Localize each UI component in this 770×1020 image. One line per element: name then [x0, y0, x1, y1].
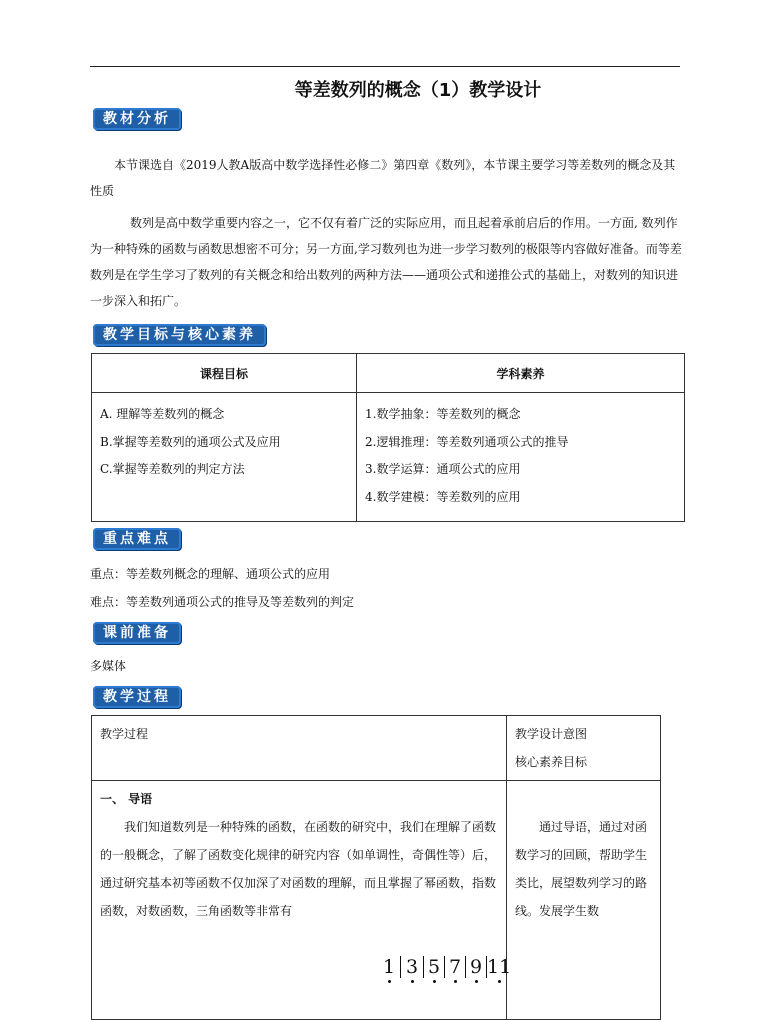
process-header: 教学过程 [92, 716, 507, 781]
literacy-3: 3.数学运算：通项公式的应用 [365, 462, 521, 476]
difficult-point-text: 难点：等差数列通项公式的推导及等差数列的判定 [90, 595, 355, 609]
analysis-paragraph-2: 数列是高中数学重要内容之一，它不仅有着广泛的实际应用，而且起着承前启后的作用。一方面, 数列作为一种特殊的函数与函数思想密不可分；另一方面,学习数列也为进一步学习数列的极限等内容做好准备。而等差数列是在学生学习了数列的有关概念和给出数列的两种方法——通项公式和递推公式的基础上，对数列的知识进一步深入和拓广。 [90, 216, 682, 308]
section-badge-key-points: 重点难点 [93, 528, 181, 550]
sequence-term-4: 7 [444, 956, 465, 978]
literacy-4: 4.数学建模：等差数列的应用 [365, 489, 521, 504]
goals-table [91, 353, 685, 522]
goals-header-course: 课程目标 [92, 354, 357, 393]
header-rule [90, 66, 680, 67]
intent-text: 通过导语，通过对函数学习的回顾，帮助学生类比，展望数列学习的路线。发展学生数 [515, 820, 648, 918]
sequence-term-1: 1 [378, 956, 400, 978]
sequence-term-2: 3 [400, 956, 423, 978]
course-goal-a: A. 理解等差数列的概念 [100, 407, 225, 421]
literacy-2: 2.逻辑推理：等差数列通项公式的推导 [365, 434, 569, 449]
goals-course-cell [92, 393, 357, 522]
prep-text: 多媒体 [90, 659, 127, 673]
goals-header-literacy: 学科素养 [357, 354, 685, 393]
intent-header-line-1: 教学设计意图 [515, 727, 588, 741]
sequence-display [378, 956, 511, 978]
section-badge-goals: 教学目标与核心素养 [93, 324, 266, 346]
process-body-text: 我们知道数列是一种特殊的函数，在函数的研究中，我们在理解了函数的一般概念，了解了函数变化规律的研究内容（如单调性，奇偶性等）后，通过研究基本初等函数不仅加深了对函数的理解，而且掌握了幂函数，指数函数，对数函数，三角函数等非常有 [100, 820, 497, 918]
intent-cell [507, 781, 661, 1020]
process-section-title: 一、 导语 [100, 792, 153, 806]
intent-header-line-2: 核心素养目标 [515, 755, 588, 769]
section-badge-process: 教学过程 [93, 686, 181, 708]
section-badge-prep: 课前准备 [93, 622, 181, 644]
analysis-paragraph-1: 本节课选自《2019人教A版高中数学选择性必修二》第四章《数列》，本节课主要学习等差数列的概念及其性质 [90, 158, 676, 198]
course-goal-c: C.掌握等差数列的判定方法 [100, 462, 245, 476]
sequence-term-6: 11 [486, 956, 511, 978]
key-point-text: 重点：等差数列概念的理解、通项公式的应用 [90, 567, 331, 581]
course-goal-b: B.掌握等差数列的通项公式及应用 [100, 434, 281, 449]
goals-literacy-cell [357, 393, 685, 522]
process-table [91, 715, 661, 1020]
page-title: 等差数列的概念（1）教学设计 [294, 80, 542, 101]
intent-header [507, 716, 661, 781]
sequence-term-3: 5 [423, 956, 444, 978]
section-badge-analysis: 教材分析 [93, 108, 181, 130]
process-content-cell [92, 781, 507, 1020]
sequence-term-5: 9 [465, 956, 486, 978]
literacy-1: 1.数学抽象：等差数列的概念 [365, 407, 521, 421]
